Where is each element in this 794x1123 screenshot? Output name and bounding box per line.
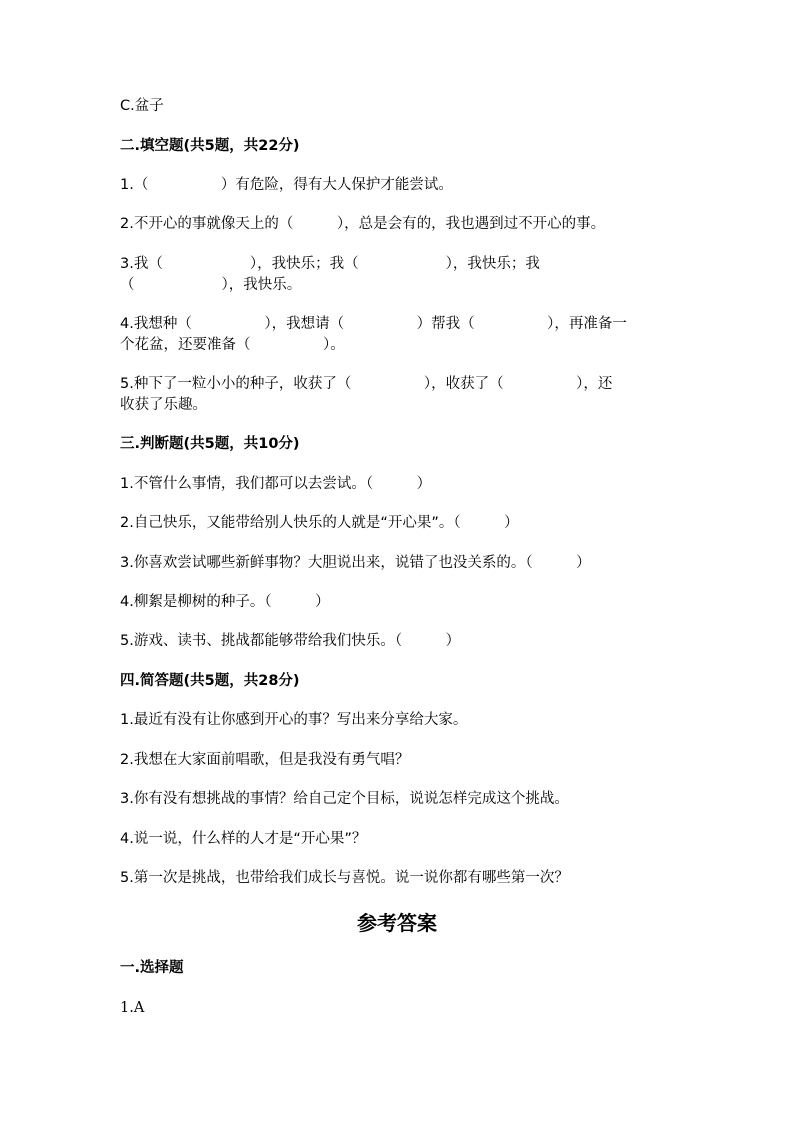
short-answer-item-4: 4.说一说，什么样的人才是“开心果”？: [120, 831, 367, 847]
short-answer-item-5: 5.第一次是挑战，也带给我们成长与喜悦。说一说你都有哪些第一次？: [120, 870, 569, 886]
true-false-item-2: 2.自己快乐，又能带给别人快乐的人就是“开心果”。（ ）: [120, 515, 519, 531]
true-false-item-4: 4.柳絮是柳树的种子。（ ）: [120, 594, 330, 610]
fill-blank-item-3-line-1: 3.我（ ），我快乐；我（ ），我快乐；我: [120, 256, 540, 272]
short-answer-item-1: 1.最近有没有让你感到开心的事？写出来分享给大家。: [120, 712, 468, 728]
fill-blank-item-5-line-1: 5.种下了一粒小小的种子，收获了（ ），收获了（ ），还: [120, 376, 613, 392]
fill-blank-item-5-line-2: 收获了乐趣。: [120, 397, 207, 413]
fill-blank-item-3-line-2: （ ），我快乐。: [120, 277, 302, 293]
fill-blank-item-1: 1.（ ）有危险，得有大人保护才能尝试。: [120, 177, 453, 193]
true-false-item-3: 3.你喜欢尝试哪些新鲜事物？大胆说出来，说错了也没关系的。（ ）: [120, 555, 591, 571]
short-answer-item-3: 3.你有没有想挑战的事情？给自己定个目标，说说怎样完成这个挑战。: [120, 791, 569, 807]
question-option-c: C.盆子: [120, 98, 164, 114]
answer-section-heading-choice: 一.选择题: [120, 960, 184, 976]
answer-key-title: 参考答案: [357, 911, 437, 935]
section-heading-fill-blank: 二.填空题(共5题，共22分): [120, 138, 300, 154]
true-false-item-5: 5.游戏、读书、挑战都能够带给我们快乐。（ ）: [120, 633, 461, 649]
section-heading-short-answer: 四.简答题(共5题，共28分): [120, 673, 300, 689]
section-heading-true-false: 三.判断题(共5题，共10分): [120, 436, 300, 452]
answer-item-1: 1.A: [120, 1000, 145, 1016]
true-false-item-1: 1.不管什么事情，我们都可以去尝试。（ ）: [120, 476, 432, 492]
fill-blank-item-4-line-2: 个花盆，还要准备（ ）。: [120, 337, 345, 353]
fill-blank-item-4-line-1: 4.我想种（ ），我想请（ ）帮我（ ），再准备一: [120, 316, 627, 332]
short-answer-item-2: 2.我想在大家面前唱歌，但是我没有勇气唱？: [120, 752, 410, 768]
fill-blank-item-2: 2.不开心的事就像天上的（ ），总是会有的，我也遇到过不开心的事。: [120, 216, 606, 232]
